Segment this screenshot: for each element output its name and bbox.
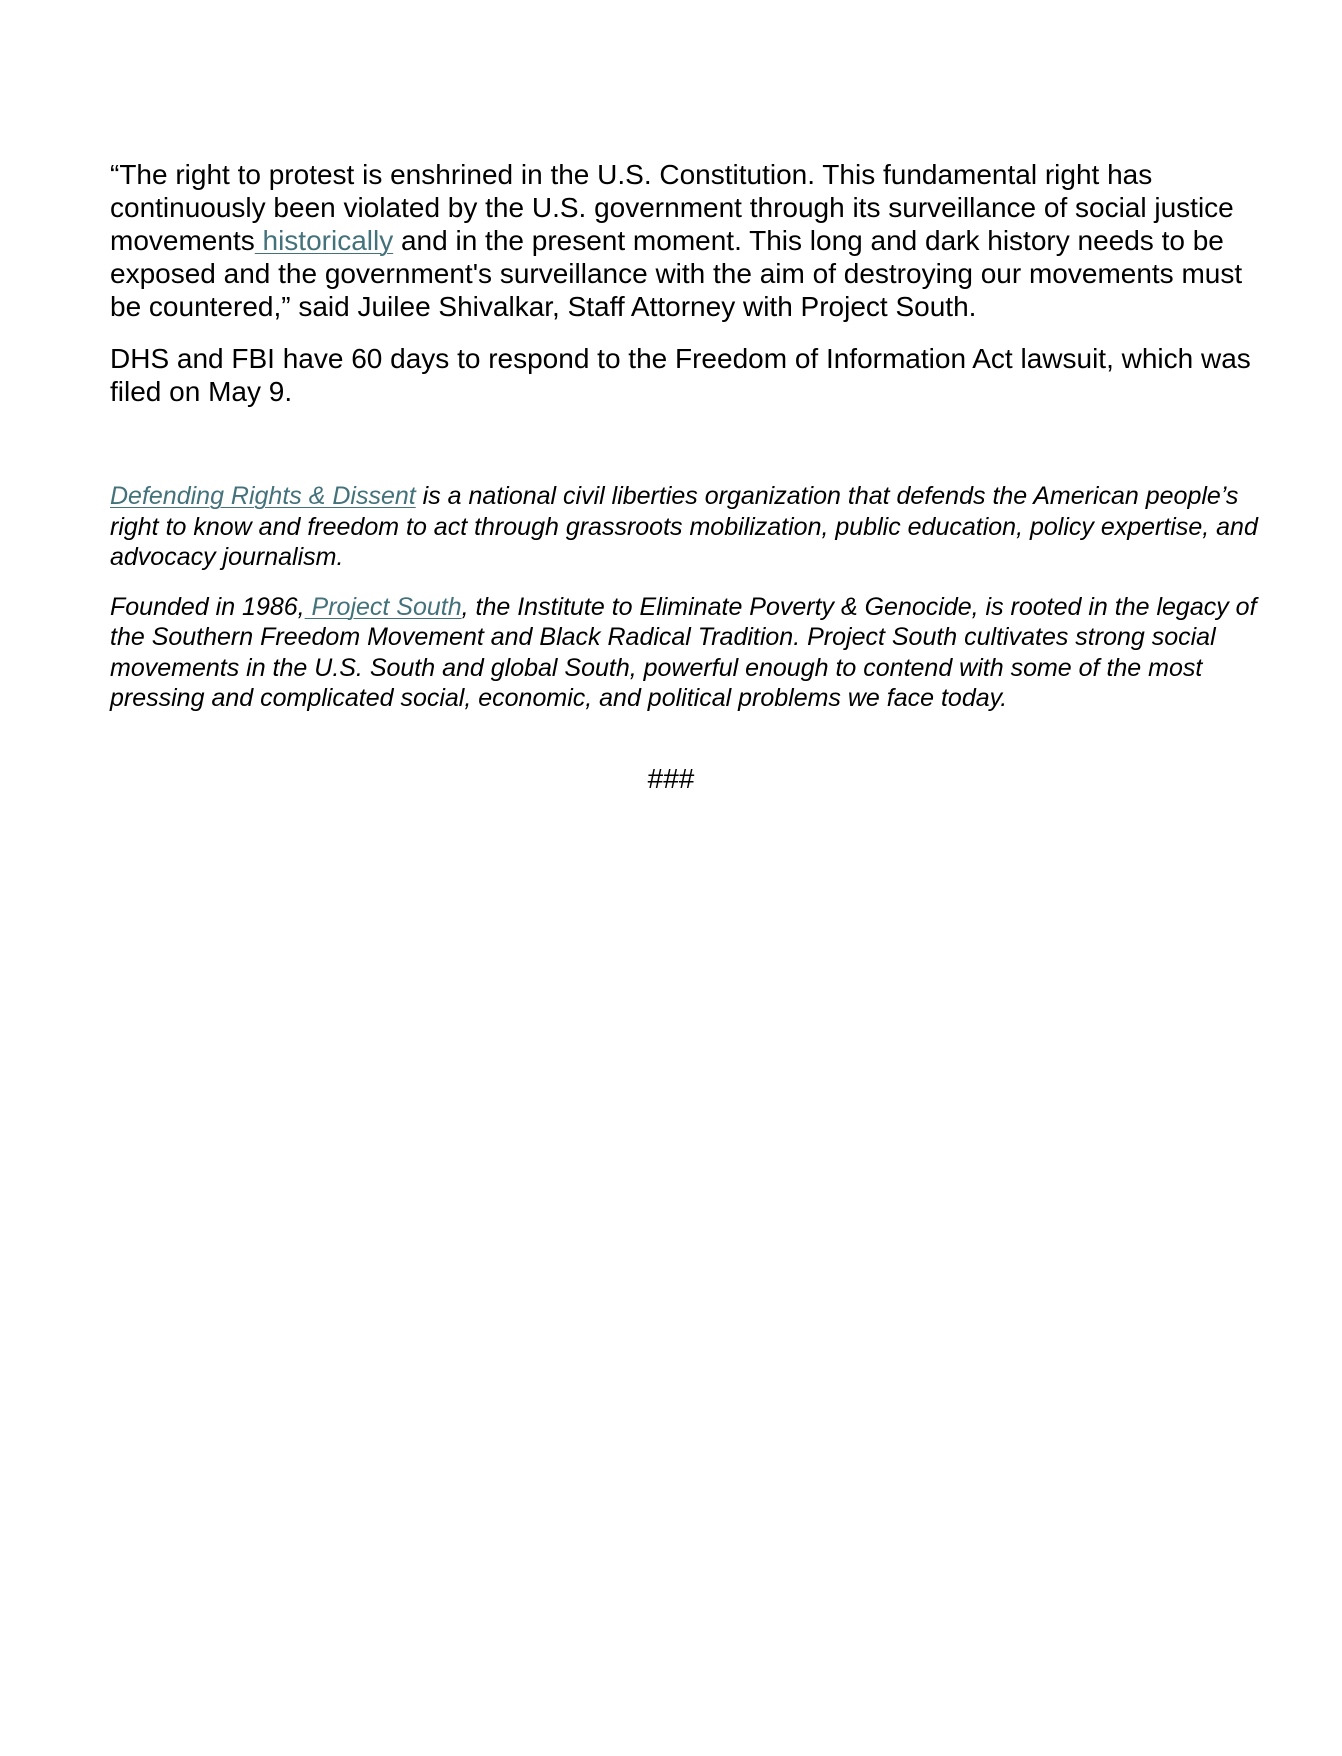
about-ps-text-end: , the Institute to Eliminate Poverty & Genocide, is rooted in the legacy of the Southern Freedom Movement and Black Radical Tradition. Project South cultivates strong social movements in the U.S. South and global South, powerful enough to contend with some of the most pressing and complicated social, economic, and political problems we face today.: [110, 592, 1257, 712]
about-ps-text-start: Founded in 1986,: [110, 592, 305, 621]
quote-text-start: “The right to protest is enshrined in the U.S. Constitution. This fundamental right has continuously been violated by the U.S. government through its surveillance of social justice movements: [110, 159, 1234, 256]
press-release-body: [110, 158, 1260, 408]
about-drd-paragraph: [110, 481, 1260, 573]
end-mark: ###: [647, 763, 695, 794]
about-section: [110, 481, 1260, 714]
project-south-link[interactable]: Project South: [304, 592, 462, 621]
about-ps-paragraph: [110, 592, 1260, 714]
quote-paragraph: [110, 158, 1260, 323]
about-drd-text: is a national civil liberties organization that defends the American people’s right to know and freedom to act through grassroots mobilization, public education, policy expertise, and advocacy journalism.: [110, 482, 1258, 571]
deadline-paragraph: DHS and FBI have 60 days to respond to the Freedom of Information Act lawsuit, which was filed on May 9.: [110, 343, 1251, 407]
historically-link[interactable]: historically: [254, 225, 394, 256]
defending-rights-dissent-link[interactable]: Defending Rights & Dissent: [110, 482, 416, 510]
quote-text-end: and in the present moment. This long and dark history needs to be exposed and the government's surveillance with the aim of destroying our movements must be countered,” said Juilee Shivalkar, Staff Attorney with Project South.: [110, 225, 1243, 322]
